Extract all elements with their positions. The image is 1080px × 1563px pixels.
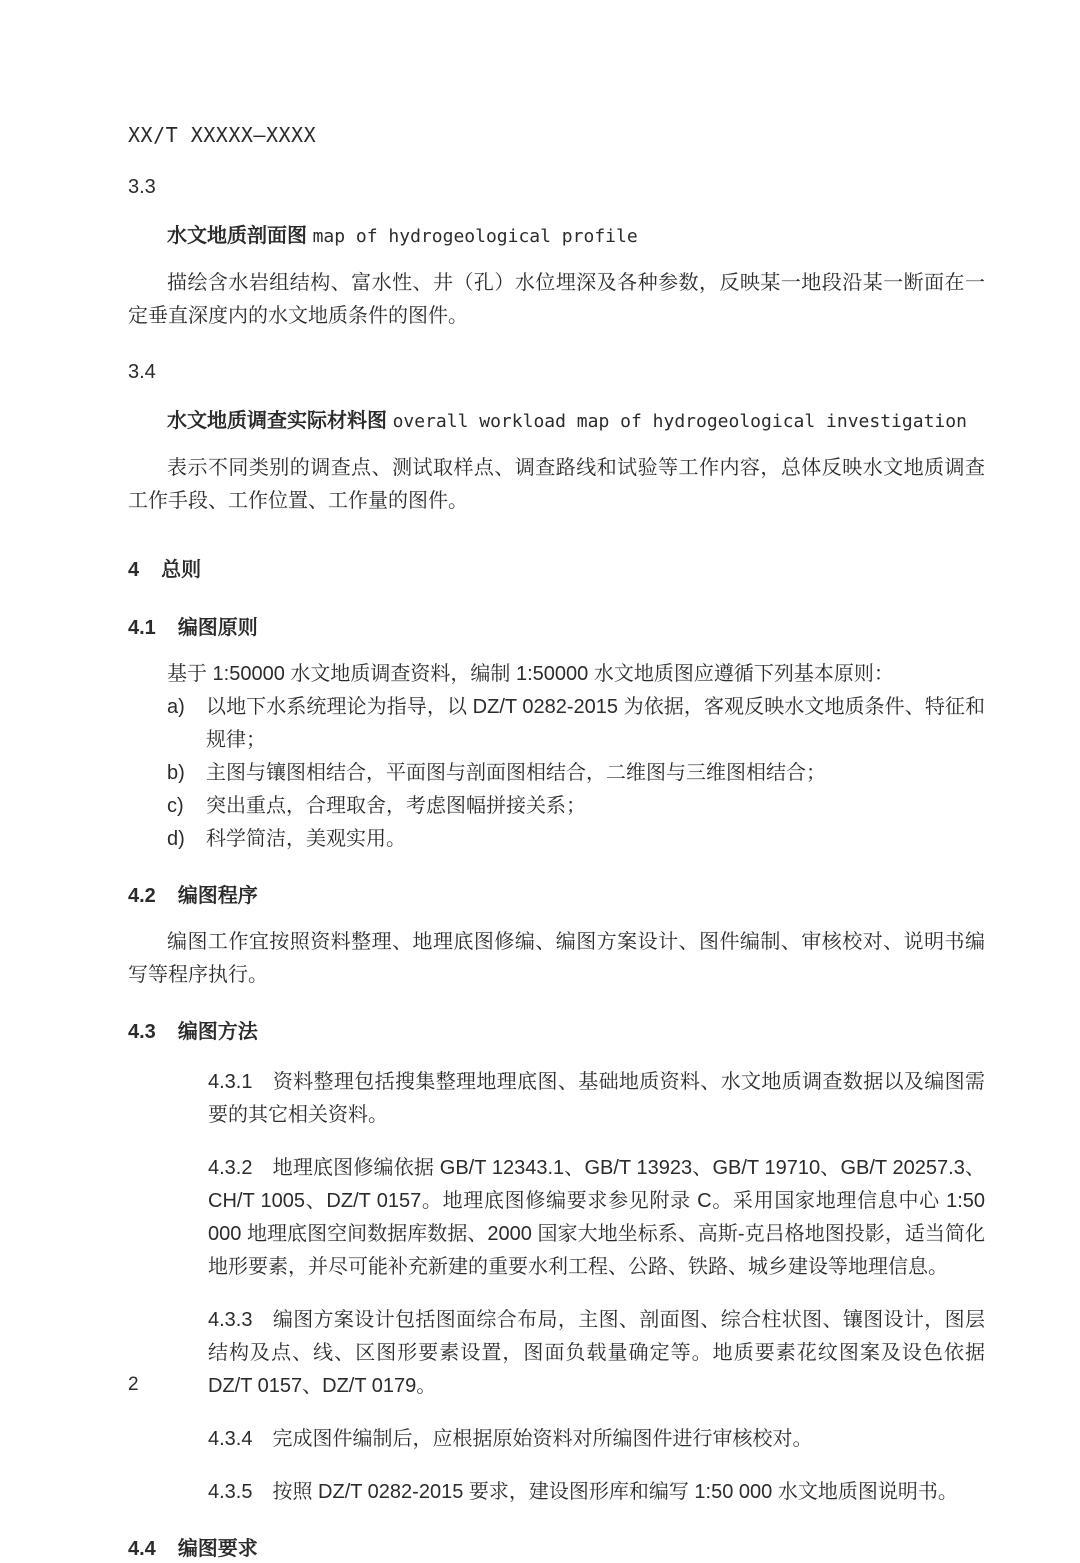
list-item bbox=[128, 790, 985, 823]
subclause-text: 地理底图修编依据 GB/T 12343.1、GB/T 13923、GB/T 19710、GB/T 20257.3、CH/T 1005、DZ/T 0157。地理底图修编要求参见附录 C。采用国家地理信息中心 1:50 000 地理底图空间数据库数据、2000 国家大地坐标系、高斯-克吕格地图投影，适当简化地形要素，并尽可能补充新建的重要水利工程、公路、铁路、城乡建设等地理信息。 bbox=[208, 1157, 985, 1278]
subclause-4-3-5 bbox=[208, 1476, 985, 1509]
term-title-en: map of hydrogeological profile bbox=[312, 226, 638, 247]
subclause-number: 4.3.4 bbox=[208, 1428, 253, 1450]
clause-heading-4-2 bbox=[128, 882, 985, 910]
term-number-3-3: 3.3 bbox=[128, 176, 156, 198]
list-item bbox=[128, 757, 985, 790]
chapter-title: 总则 bbox=[161, 559, 202, 581]
term-title-zh: 水文地质剖面图 bbox=[167, 225, 307, 247]
term-definition: 描绘含水岩组结构、富水性、井（孔）水位埋深及各种参数，反映某一地段沿某一断面在一定垂直深度内的水文地质条件的图件。 bbox=[128, 272, 985, 327]
clause-number: 4.1 bbox=[128, 617, 156, 639]
list-item-text: 突出重点，合理取舍，考虑图幅拼接关系； bbox=[206, 795, 586, 817]
principles-list bbox=[128, 691, 985, 856]
subclause-4-3-2 bbox=[208, 1152, 985, 1284]
chapter-number: 4 bbox=[128, 559, 140, 581]
subclause-number: 4.3.5 bbox=[208, 1481, 253, 1503]
clause-number: 4.4 bbox=[128, 1538, 156, 1560]
list-item bbox=[128, 691, 985, 757]
subclause-text: 完成图件编制后，应根据原始资料对所编图件进行审核校对。 bbox=[272, 1428, 813, 1450]
clause-title: 编图原则 bbox=[177, 617, 258, 639]
subclause-text: 按照 DZ/T 0282-2015 要求，建设图形库和编写 1:50 000 水文地质图说明书。 bbox=[272, 1481, 958, 1503]
clause-number: 4.3 bbox=[128, 1021, 156, 1043]
term-heading-3-4 bbox=[128, 407, 985, 436]
list-item-marker: d) bbox=[167, 828, 185, 850]
term-definition: 表示不同类别的调查点、测试取样点、调查路线和试验等工作内容，总体反映水文地质调查工作手段、工作位置、工作量的图件。 bbox=[128, 457, 985, 512]
doc-code: XX/T XXXXX—XXXX bbox=[128, 123, 317, 147]
clause-title: 编图程序 bbox=[177, 885, 258, 907]
subclause-4-3-1 bbox=[208, 1066, 985, 1132]
subclause-text: 资料整理包括搜集整理地理底图、基础地质资料、水文地质调查数据以及编图需要的其它相关资料。 bbox=[208, 1071, 985, 1126]
term-title-zh: 水文地质调查实际材料图 bbox=[167, 410, 387, 432]
subclause-4-3-4 bbox=[208, 1423, 985, 1456]
subclause-number: 4.3.2 bbox=[208, 1157, 253, 1179]
list-item-marker: b) bbox=[167, 762, 185, 784]
list-item-marker: c) bbox=[167, 795, 184, 817]
clause-title: 编图方法 bbox=[177, 1021, 258, 1043]
list-item-text: 科学简洁，美观实用。 bbox=[206, 828, 406, 850]
clause-4-1-intro: 基于 1:50000 水文地质调查资料，编制 1:50000 水文地质图应遵循下列基本原则： bbox=[167, 663, 894, 685]
clause-title: 编图要求 bbox=[177, 1538, 258, 1560]
clause-heading-4-4 bbox=[128, 1535, 985, 1563]
subclause-number: 4.3.1 bbox=[208, 1071, 253, 1093]
term-heading-3-3 bbox=[128, 222, 985, 251]
subclause-text: 编图方案设计包括图面综合布局，主图、剖面图、综合柱状图、镶图设计，图层结构及点、线、区图形要素设置，图面负载量确定等。地质要素花纹图案及设色依据 DZ/T 0157、DZ/T 0179。 bbox=[208, 1309, 985, 1397]
term-number-3-4: 3.4 bbox=[128, 361, 156, 383]
list-item-marker: a) bbox=[167, 696, 185, 718]
list-item-text: 以地下水系统理论为指导，以 DZ/T 0282-2015 为依据，客观反映水文地质条件、特征和规律； bbox=[206, 696, 985, 751]
clause-heading-4-3 bbox=[128, 1018, 985, 1046]
term-title-en: overall workload map of hydrogeological investigation bbox=[392, 411, 967, 432]
list-item-text: 主图与镶图相结合，平面图与剖面图相结合，二维图与三维图相结合； bbox=[206, 762, 826, 784]
chapter-heading-4 bbox=[128, 556, 985, 584]
subclause-4-3-3 bbox=[208, 1304, 985, 1403]
clause-4-2-body: 编图工作宜按照资料整理、地理底图修编、编图方案设计、图件编制、审核校对、说明书编写等程序执行。 bbox=[128, 931, 985, 986]
clause-heading-4-1 bbox=[128, 614, 985, 642]
clause-number: 4.2 bbox=[128, 885, 156, 907]
list-item bbox=[128, 823, 985, 856]
page-number: 2 bbox=[128, 1374, 139, 1395]
subclause-number: 4.3.3 bbox=[208, 1309, 253, 1331]
